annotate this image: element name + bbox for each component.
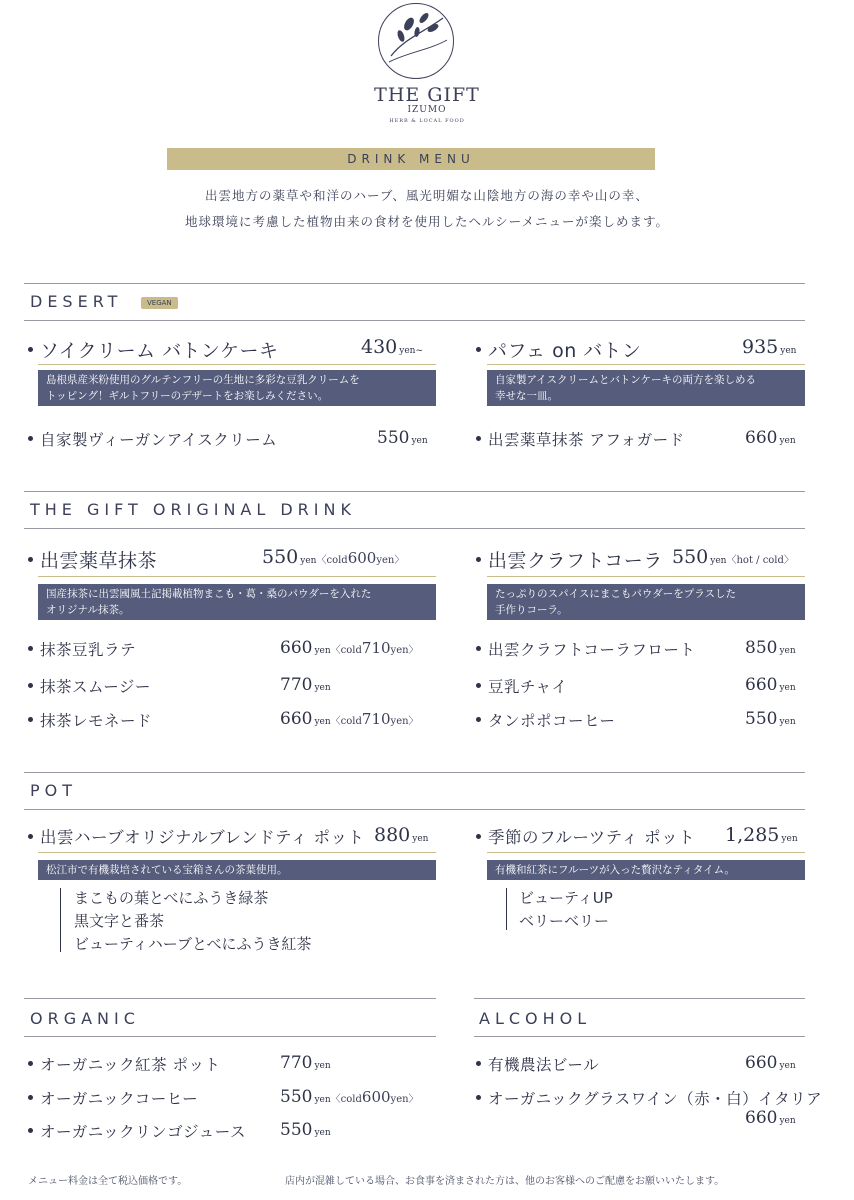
vegan-badge: VEGAN — [141, 297, 178, 309]
price-herb-blend-pot: 880 yen — [374, 824, 429, 846]
section-title-pot: POT — [30, 781, 78, 800]
menu-item-soy-cream: ソイクリーム バトンケーキ — [28, 336, 278, 363]
intro-line-2: 地球環境に考慮した植物由来の食材を使用したヘルシーメニューが楽しめます。 — [184, 214, 670, 229]
item-underline — [487, 576, 805, 577]
tea-option: ビューティハーブとべにふうき紅茶 — [74, 935, 312, 953]
price-organic-beer: 660 yen — [745, 1053, 796, 1073]
logo-tagline: HERB & LOCAL FOOD — [389, 118, 465, 124]
item-underline — [487, 364, 805, 365]
description-fruit-tea-pot: 有機和紅茶にフルーツが入った贅沢なティタイム。 — [487, 860, 805, 880]
price-parfait: 935 yen — [742, 336, 797, 358]
price-matcha: 550 yen〈cold600yen〉 — [262, 546, 405, 568]
section-title-alcohol: ALCOHOL — [479, 1009, 592, 1028]
divider — [474, 1036, 805, 1037]
menu-item-parfait: パフェ on バトン — [476, 336, 641, 363]
menu-item-cola-float: 出雲クラフトコーラフロート — [476, 638, 695, 660]
divider — [24, 491, 805, 492]
price-dandelion-coffee: 550 yen — [745, 709, 796, 729]
item-underline — [487, 852, 805, 853]
item-underline — [38, 852, 436, 853]
description-soy-cream: 島根県産米粉使用のグルテンフリーの生地に多彩な豆乳クリームを トッピング！ギルトフリーのデザートをお楽しみください。 — [38, 370, 436, 406]
price-vegan-ice: 550 yen — [377, 428, 428, 448]
menu-item-affogato: 出雲薬草抹茶 アフォガード — [476, 428, 685, 450]
description-parfait: 自家製アイスクリームとバトンケーキの両方を楽しめる 幸せな一皿。 — [487, 370, 805, 406]
menu-item-matcha-latte: 抹茶豆乳ラテ — [28, 638, 136, 660]
price-fruit-tea-pot: 1,285 yen — [725, 824, 798, 846]
section-title-organic: ORGANIC — [30, 1009, 140, 1028]
price-organic-glass-wine: 660 yen — [745, 1108, 796, 1128]
item-underline — [38, 576, 436, 577]
menu-item-soy-chai: 豆乳チャイ — [476, 675, 568, 697]
options-bar — [60, 888, 61, 952]
footer-tax-note: メニュー料金は全て税込価格です。 — [28, 1176, 188, 1187]
item-underline — [38, 364, 436, 365]
logo-title: THE GIFT — [374, 84, 480, 106]
drink-menu-banner: DRINK MENU — [167, 148, 655, 170]
menu-item-organic-glass-wine: オーガニックグラスワイン（赤・白）イタリア — [476, 1087, 822, 1109]
divider — [474, 998, 805, 999]
logo-subtitle: IZUMO — [407, 105, 447, 115]
fruit-tea-option: ベリーベリー — [519, 912, 610, 930]
menu-item-organic-beer: 有機農法ビール — [476, 1053, 599, 1075]
price-organic-apple-juice: 550 yen — [280, 1120, 331, 1140]
price-soy-chai: 660 yen — [745, 675, 796, 695]
description-herb-blend-pot: 松江市で有機栽培されている宝箱さんの茶葉使用。 — [38, 860, 436, 880]
tea-option: まこもの葉とべにふうき緑茶 — [74, 889, 269, 907]
description-matcha: 国産抹茶に出雲國風土記掲載植物まこも・葛・桑のパウダーを入れた オリジナル抹茶。 — [38, 584, 436, 620]
menu-item-matcha-lemonade: 抹茶レモネード — [28, 709, 152, 731]
fruit-tea-option: ビューティUP — [519, 889, 613, 907]
section-title-desert: DESERT — [30, 292, 123, 311]
footer-courtesy-note: 店内が混雑している場合、お食事を済まされた方は、他のお客様へのご配慮をお願いいたします。 — [285, 1176, 725, 1187]
price-soy-cream: 430 yen~ — [361, 336, 424, 358]
divider — [24, 320, 805, 321]
section-title-original-drink: THE GIFT ORIGINAL DRINK — [30, 500, 356, 519]
divider — [24, 283, 805, 284]
price-matcha-smoothie: 770 yen — [280, 675, 331, 695]
menu-item-organic-coffee: オーガニックコーヒー — [28, 1087, 198, 1109]
price-matcha-lemonade: 660 yen〈cold710yen〉 — [280, 709, 419, 729]
menu-item-fruit-tea-pot: 季節のフルーツティ ポット — [476, 824, 695, 848]
menu-item-herb-blend-pot: 出雲ハーブオリジナルブレンドティ ポット — [28, 824, 365, 848]
divider — [24, 772, 805, 773]
menu-item-organic-tea-pot: オーガニック紅茶 ポット — [28, 1053, 221, 1075]
leaf-icon — [379, 4, 453, 78]
price-craft-cola: 550 yen〈hot / cold〉 — [672, 546, 794, 568]
divider — [24, 1036, 436, 1037]
price-organic-coffee: 550 yen〈cold600yen〉 — [280, 1087, 419, 1107]
menu-item-organic-apple-juice: オーガニックリンゴジュース — [28, 1120, 246, 1142]
menu-item-matcha-smoothie: 抹茶スムージー — [28, 675, 151, 697]
divider — [24, 528, 805, 529]
tea-option: 黒文字と番茶 — [74, 912, 165, 930]
price-affogato: 660 yen — [745, 428, 796, 448]
price-organic-tea-pot: 770 yen — [280, 1053, 331, 1073]
description-craft-cola: たっぷりのスパイスにまこもパウダーをプラスした 手作りコーラ。 — [487, 584, 805, 620]
menu-item-vegan-ice: 自家製ヴィーガンアイスクリーム — [28, 428, 277, 450]
logo-emblem — [378, 3, 454, 79]
intro-line-1: 出雲地方の薬草や和洋のハーブ、風光明媚な山陰地方の海の幸や山の幸、 — [205, 188, 649, 203]
price-matcha-latte: 660 yen〈cold710yen〉 — [280, 638, 419, 658]
menu-item-matcha: 出雲薬草抹茶 — [28, 546, 157, 573]
divider — [24, 809, 805, 810]
price-cola-float: 850 yen — [745, 638, 796, 658]
menu-item-dandelion-coffee: タンポポコーヒー — [476, 709, 615, 731]
menu-item-craft-cola: 出雲クラフトコーラ — [476, 546, 663, 573]
divider — [24, 998, 436, 999]
options-bar — [506, 888, 507, 930]
